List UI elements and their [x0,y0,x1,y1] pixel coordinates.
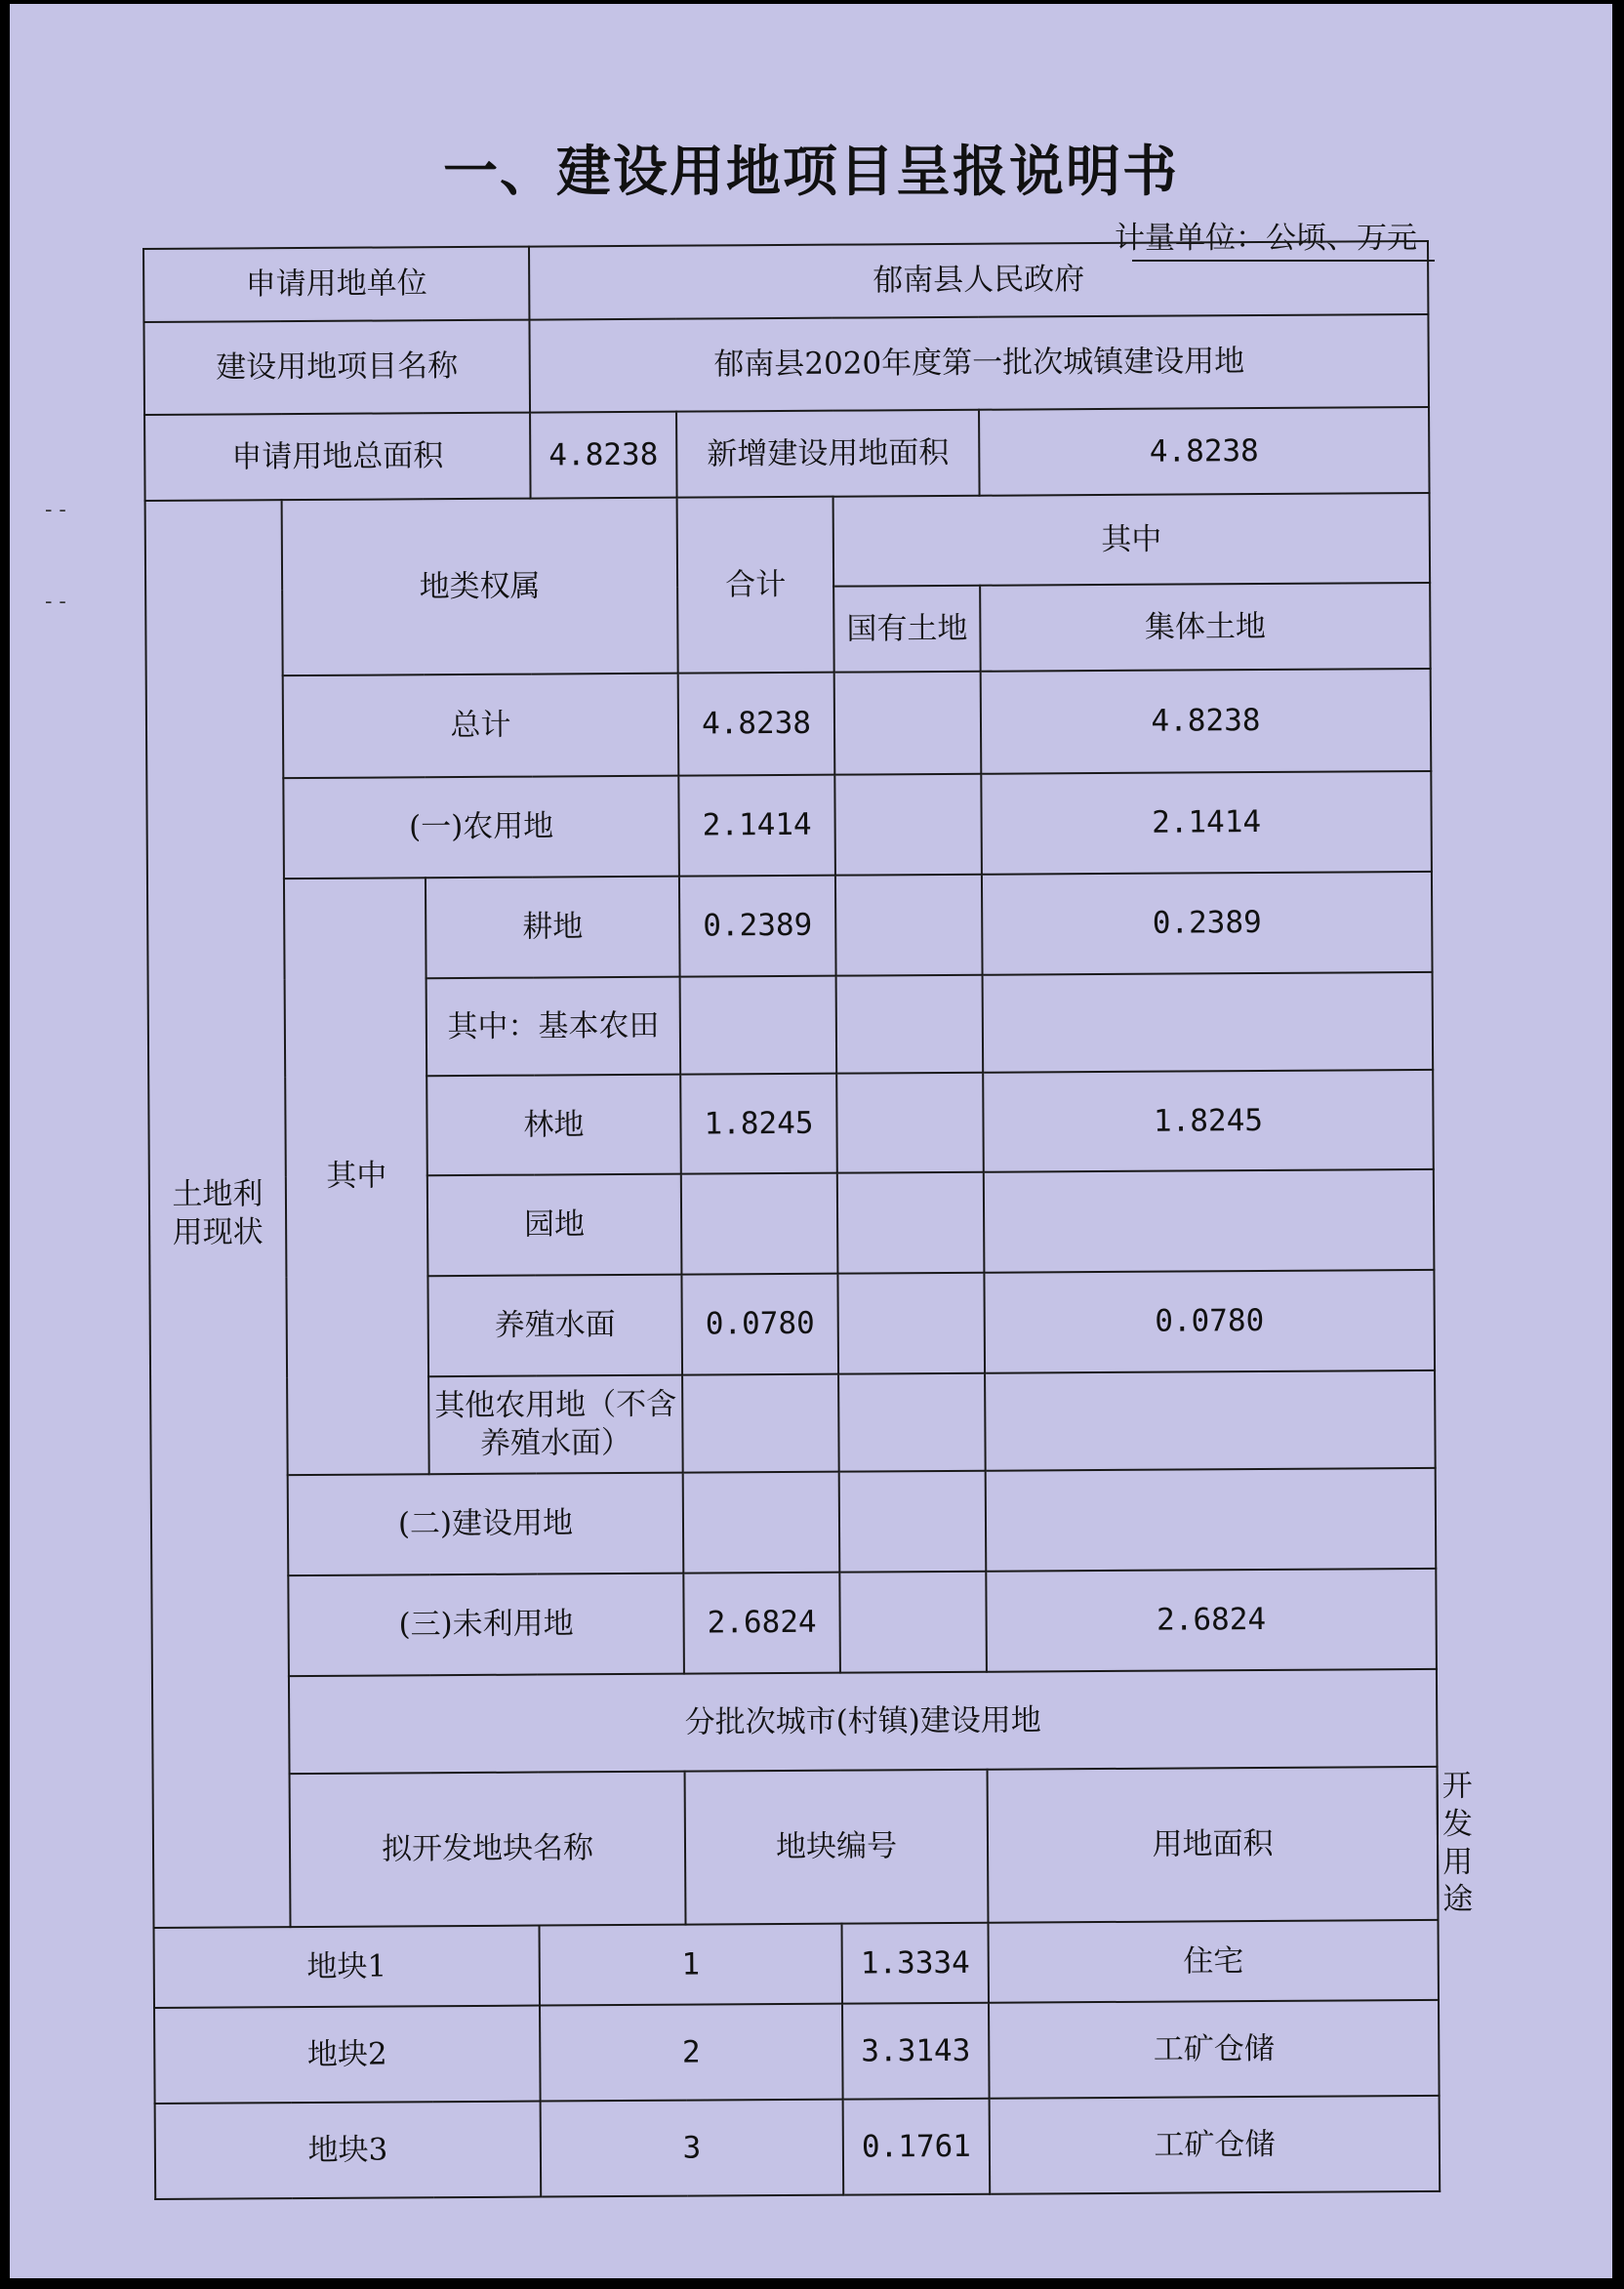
row-total-value [681,1173,838,1275]
parcel-name-header: 拟开发地块名称 [290,1772,686,1927]
row-total-value [682,1374,839,1473]
table-row [155,2096,1441,2199]
row-state-value [834,672,982,775]
row-label: 其他农用地（不含养殖水面） [428,1375,683,1475]
parcel-number: 3 [541,2100,844,2197]
parcel-area-header: 用地面积 [988,1767,1439,1923]
row-state-value [839,1471,987,1573]
project-label: 建设用地项目名称 [143,320,530,415]
parcel-number-header: 地块编号 [685,1770,989,1925]
row-label: 耕地 [426,877,680,979]
table-row [154,2000,1440,2104]
row-collective-value [984,1169,1435,1273]
row-label: (二)建设用地 [288,1473,684,1575]
batch-section-title: 分批次城市(村镇)建设用地 [289,1669,1438,1774]
parcel-area: 3.3143 [842,2003,990,2100]
parcel-use: 工矿仓储 [990,2096,1441,2194]
row-collective-value: 0.0780 [984,1270,1435,1373]
total-column-header: 合计 [677,497,834,674]
land-use-header-row [145,493,1431,591]
parcel-number: 2 [540,2004,843,2102]
row-total-value: 2.6824 [683,1573,840,1674]
document-page [10,4,1612,2278]
new-area-label: 新增建设用地面积 [676,410,980,498]
row-total-value: 0.2389 [679,876,836,977]
parcel-area: 0.1761 [843,2099,991,2195]
row-total-value: 0.0780 [681,1274,838,1375]
collective-land-header: 集体土地 [980,583,1431,672]
land-row-arable [147,872,1433,980]
row-collective-value [983,972,1434,1073]
row-label: 园地 [427,1174,682,1277]
row-label: (三)未利用地 [288,1574,684,1676]
row-label: 养殖水面 [427,1275,682,1377]
application-form-table [142,240,1474,2200]
applicant-label: 申请用地单位 [143,247,529,322]
land-row-total [146,669,1432,779]
document-title: 一、建设用地项目呈报说明书 [443,141,1179,204]
row-collective-value [985,1370,1436,1471]
row-collective-value: 1.8245 [983,1070,1434,1172]
row-total-value: 4.8238 [678,673,835,776]
of-which-side-label: 其中 [284,878,429,1475]
row-label: (一)农用地 [283,776,679,879]
parcel-name: 地块2 [154,2006,541,2104]
ownership-label: 地类权属 [282,498,678,675]
scan-mark: - - [45,498,66,522]
table-row [154,1920,1439,2008]
row-state-value [839,1572,987,1673]
row-collective-value: 2.1414 [981,771,1432,875]
parcel-use: 住宅 [989,1920,1439,2003]
parcel-name: 地块3 [155,2102,542,2199]
of-which-header: 其中 [833,493,1431,587]
row-collective-value: 4.8238 [981,669,1432,774]
row-total-value: 1.8245 [680,1074,837,1174]
total-area-value: 4.8238 [530,412,677,499]
row-total-value [680,976,837,1075]
batch-header-row [153,1767,1439,1928]
project-row [143,314,1429,415]
land-row-construction [151,1468,1437,1576]
parcel-area: 1.3334 [842,1923,989,2004]
unit-note: 计量单位：公顷、万元 [1115,221,1417,256]
row-collective-value: 0.2389 [982,872,1433,975]
row-state-value [837,1273,985,1374]
row-state-value [838,1373,986,1472]
parcel-name: 地块1 [154,1926,541,2008]
land-row-unused [151,1569,1437,1677]
row-state-value [836,1073,984,1173]
row-collective-value: 2.6824 [986,1569,1437,1672]
row-total-value [683,1472,840,1574]
row-label: 总计 [283,674,679,778]
scan-mark: - - [45,590,66,614]
parcel-number: 1 [540,1924,842,2006]
row-state-value [835,875,983,976]
applicant-value: 郁南县人民政府 [529,241,1428,320]
total-area-label: 申请用地总面积 [144,413,531,501]
batch-title-row [152,1669,1438,1775]
new-area-value: 4.8238 [979,407,1430,496]
land-use-section-label [145,500,291,1928]
row-collective-value [986,1468,1437,1572]
row-state-value [837,1172,985,1274]
state-land-header: 国有土地 [833,586,981,673]
project-value: 郁南县2020年度第一批次城镇建设用地 [529,314,1429,413]
parcel-use: 工矿仓储 [989,2000,1440,2099]
row-state-value [834,774,982,876]
row-state-value [836,975,984,1074]
parcel-use-header: 开发用途 [1441,1768,1474,1918]
row-label: 林地 [426,1075,681,1176]
row-label: 其中：基本农田 [426,977,681,1077]
land-row-agricultural [146,771,1432,879]
land-use-section-text: 土地利用现状 [172,1176,264,1250]
applicant-row [143,241,1428,322]
row-total-value: 2.1414 [678,775,835,877]
area-row [144,407,1430,501]
